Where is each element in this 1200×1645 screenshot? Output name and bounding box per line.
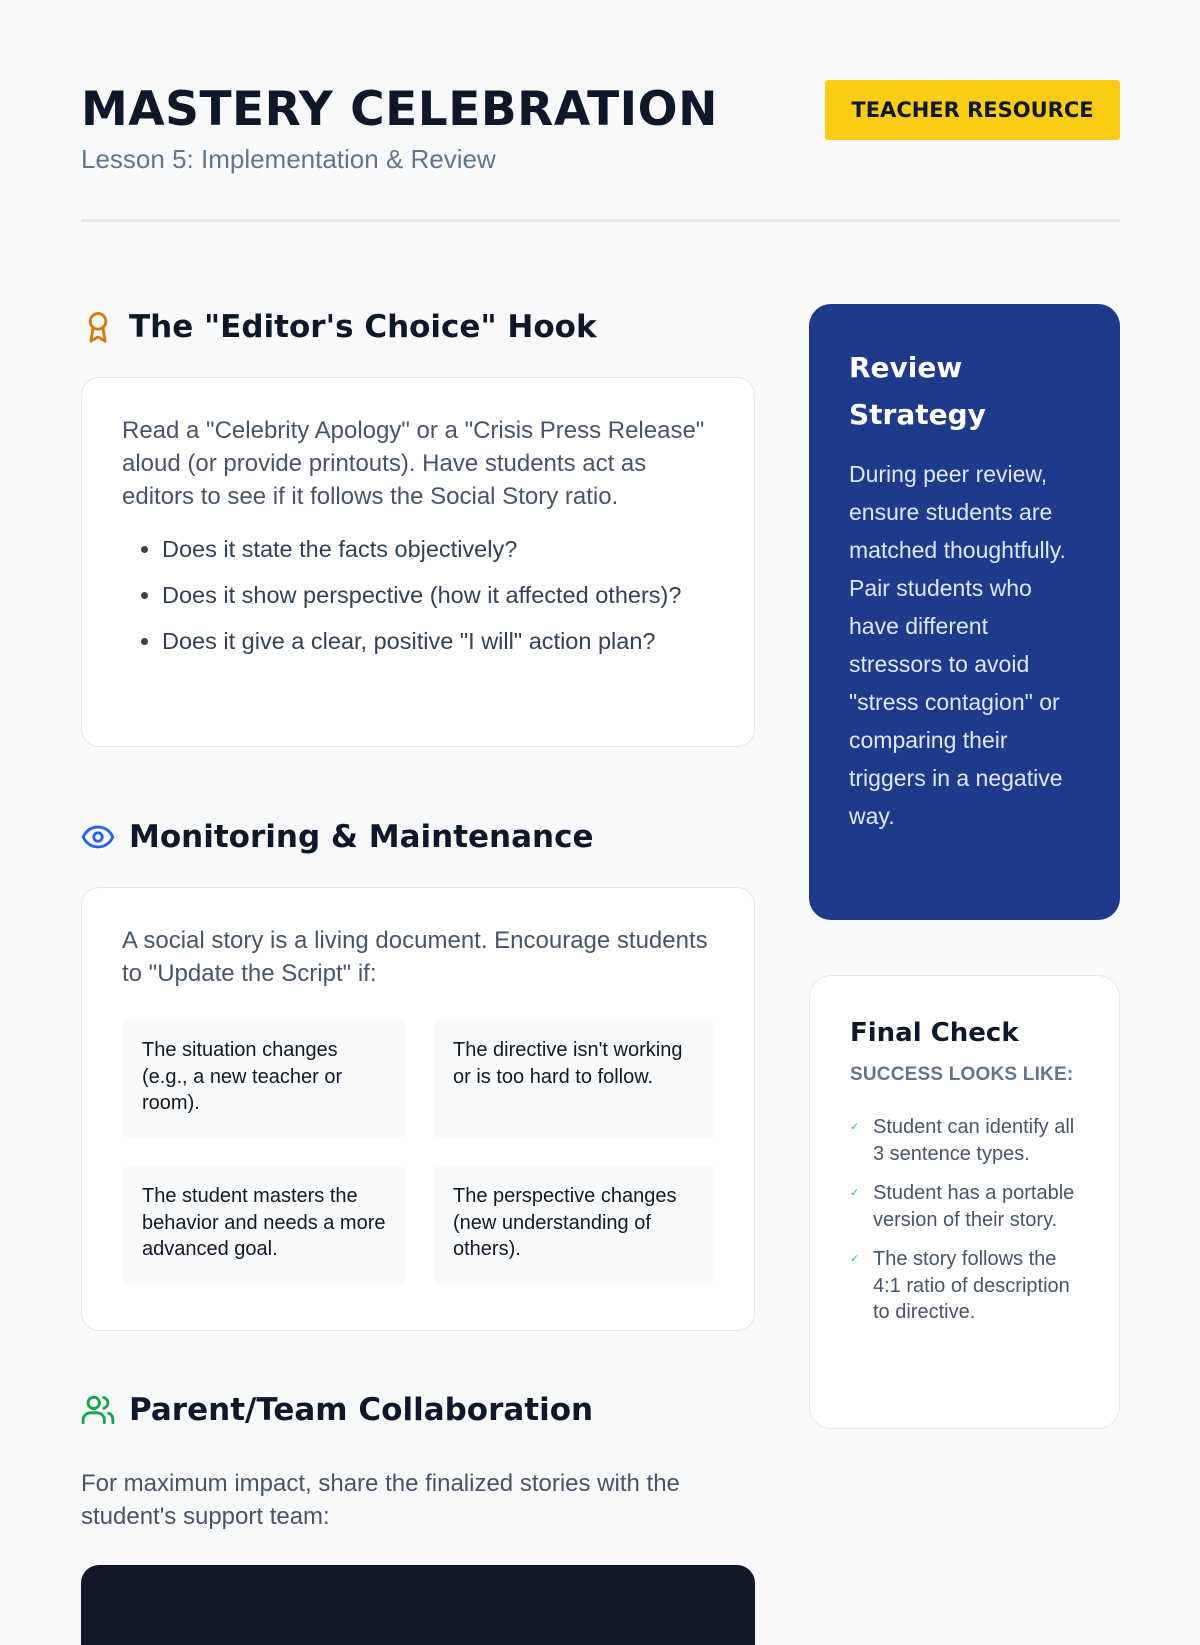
condition-cell: The perspective changes (new understanding of others). [433,1166,715,1284]
check-icon: ✓ [850,1253,860,1265]
checklist-text: Student can identify all 3 sentence types. [873,1116,1075,1165]
update-conditions-grid [122,1020,714,1284]
list-item: • Does it give a clear, positive "I will" action plan? [162,625,714,658]
final-check-card [809,975,1120,1429]
teacher-resource-badge: TEACHER RESOURCE [825,80,1120,140]
hook-bullet-list [122,533,714,658]
monitoring-card [81,887,755,1331]
success-checklist [850,1114,1079,1326]
hook-card [81,377,755,747]
header-divider [81,219,1120,222]
hook-heading [81,300,597,354]
collaboration-heading [81,1383,593,1437]
list-item [850,1246,1079,1326]
page-title: MASTERY CELEBRATION [81,82,718,137]
team-share-panel [81,1565,755,1645]
review-strategy-card [809,304,1120,920]
award-ribbon-icon [81,310,115,344]
collaboration-text: For maximum impact, share the finalized stories with the student's support team: [81,1470,680,1530]
check-icon: ✓ [850,1121,860,1133]
users-icon [81,1393,115,1427]
final-check-title: Final Check [850,1018,1019,1048]
hook-intro: Read a "Celebrity Apology" or a "Crisis Press Release" aloud (or provide printouts). Have students act as editors to see if it follows the Social Story ratio. [122,417,705,510]
checklist-text: The story follows the 4:1 ratio of description to directive. [873,1248,1070,1323]
list-item: • Does it show perspective (how it affected others)? [162,579,714,612]
list-item: • Does it state the facts objectively? [162,533,714,566]
page-subtitle: Lesson 5: Implementation & Review [81,144,496,174]
condition-cell: The situation changes (e.g., a new teacher or room). [122,1020,406,1138]
collaboration-heading-text: Parent/Team Collaboration [129,1392,594,1428]
hook-heading-text: The "Editor's Choice" Hook [129,309,597,345]
review-strategy-text: During peer review, ensure students are matched thoughtfully. Pair students who have different stressors to avoid "stress contagion" or comparing their triggers in a negative way. [849,461,1066,829]
check-icon: ✓ [850,1187,860,1199]
list-item [850,1180,1079,1233]
list-item [850,1114,1079,1167]
condition-cell: The student masters the behavior and needs a more advanced goal. [122,1166,406,1284]
eye-icon [81,820,115,854]
checklist-text: Student has a portable version of their story. [873,1182,1075,1231]
monitoring-heading-text: Monitoring & Maintenance [129,819,594,855]
monitoring-intro: A social story is a living document. Encourage students to "Update the Script" if: [122,927,708,987]
success-label: SUCCESS LOOKS LIKE: [850,1064,1074,1085]
monitoring-heading [81,810,594,864]
review-strategy-title: Review Strategy [849,351,986,431]
page-header [81,80,1120,222]
condition-cell: The directive isn't working or is too hard to follow. [433,1020,715,1138]
